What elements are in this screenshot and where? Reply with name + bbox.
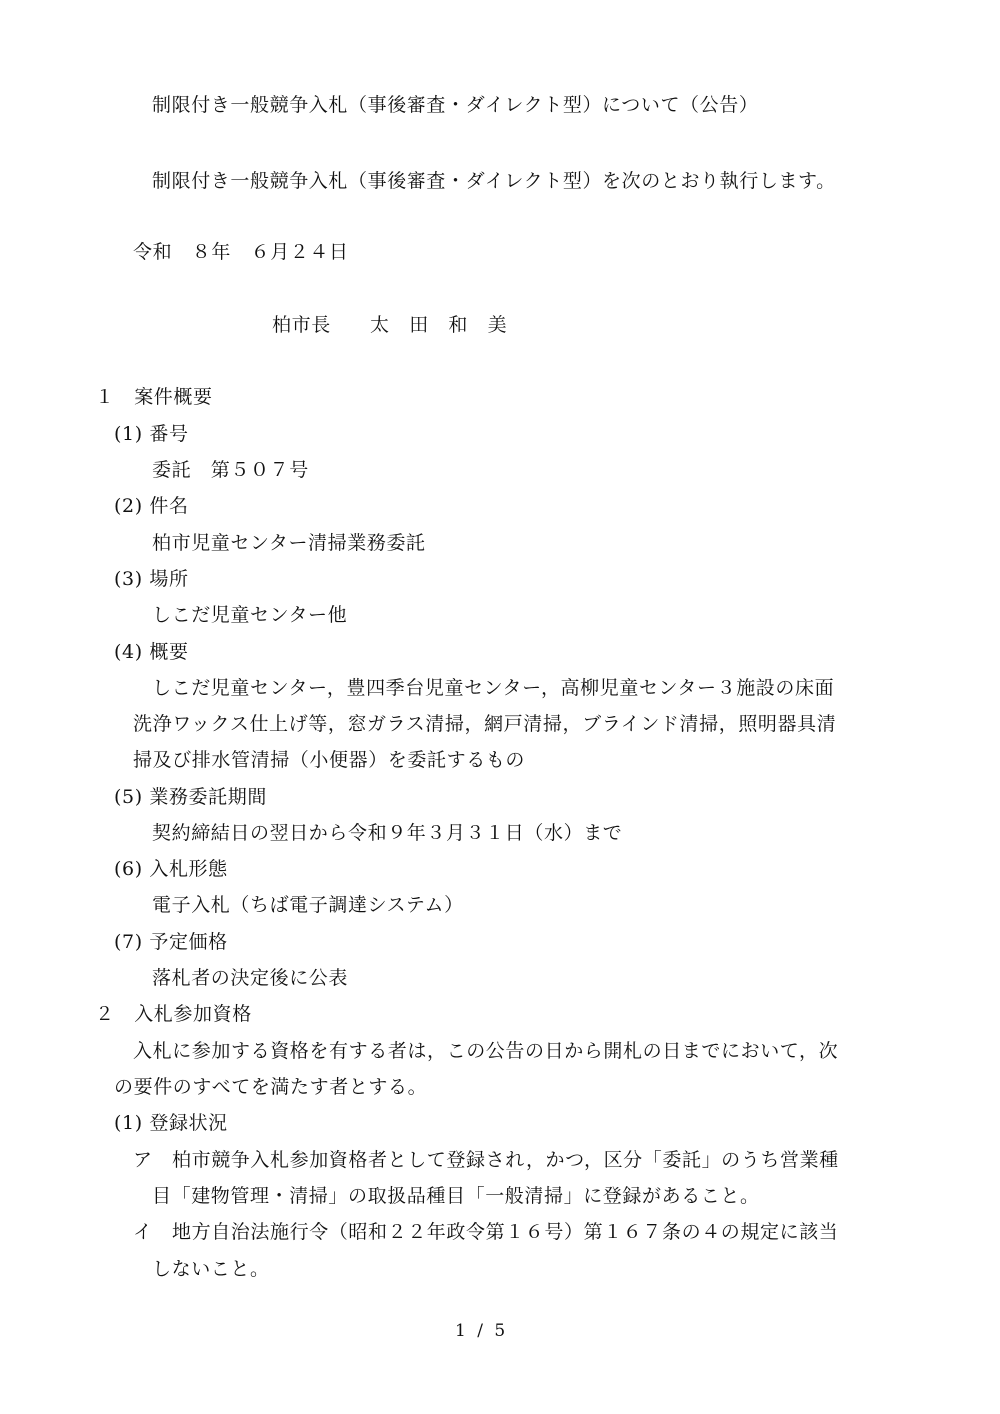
item-body-number: 委託 第５０７号 <box>152 459 309 481</box>
item-body-summary-3: 掃及び排水管清掃（小便器）を委託するもの <box>133 749 526 771</box>
item-body-bid-form: 電子入札（ちば電子調達システム） <box>152 894 464 916</box>
item-label-bid-form: (6) 入札形態 <box>114 858 228 880</box>
requirement-mark-a: ア <box>133 1149 153 1171</box>
requirement-text-i-2: しないこと。 <box>152 1258 270 1280</box>
section1-heading: １ 案件概要 <box>95 386 213 408</box>
requirement-mark-i: イ <box>133 1221 153 1243</box>
item-label-place: (3) 場所 <box>114 568 189 590</box>
requirement-text-a-1: 柏市競争入札参加資格者として登録され，かつ，区分「委託」のうち営業種 <box>172 1149 839 1171</box>
item-label-summary: (4) 概要 <box>114 641 189 663</box>
item-label-price: (7) 予定価格 <box>114 931 228 953</box>
notice-title: 制限付き一般競争入札（事後審査・ダイレクト型）について（公告） <box>152 94 759 116</box>
item-label-name: (2) 件名 <box>114 495 189 517</box>
section2-heading: ２ 入札参加資格 <box>95 1003 252 1025</box>
page-number: 1 / 5 <box>455 1321 509 1341</box>
item-label-period: (5) 業務委託期間 <box>114 786 267 808</box>
item-body-summary-2: 洗浄ワックス仕上げ等，窓ガラス清掃，網戸清掃，ブラインド清掃，照明器具清 <box>133 713 837 735</box>
section2-intro-2: の要件のすべてを満たす者とする。 <box>114 1076 428 1098</box>
section2-intro-1: 入札に参加する資格を有する者は，この公告の日から開札の日までにおいて，次 <box>133 1040 839 1062</box>
item-body-period: 契約締結日の翌日から令和９年３月３１日（水）まで <box>152 822 623 844</box>
subsection-label-registration: (1) 登録状況 <box>114 1112 228 1134</box>
item-body-name: 柏市児童センター清掃業務委託 <box>152 532 426 554</box>
requirement-text-a-2: 目「建物管理・清掃」の取扱品種目「一般清掃」に登録があること。 <box>152 1185 760 1207</box>
requirement-text-i-1: 地方自治法施行令（昭和２２年政令第１６号）第１６７条の４の規定に該当 <box>172 1221 839 1243</box>
item-body-price: 落札者の決定後に公表 <box>152 967 349 989</box>
item-body-place: しこだ児童センター他 <box>152 604 348 626</box>
notice-issuer: 柏市長 太 田 和 美 <box>272 314 508 336</box>
item-body-summary-1: しこだ児童センター，豊四季台児童センター，高柳児童センター３施設の床面 <box>152 677 835 699</box>
notice-date: 令和 ８年 ６月２４日 <box>133 241 349 263</box>
item-label-number: (1) 番号 <box>114 423 189 445</box>
notice-intro: 制限付き一般競争入札（事後審査・ダイレクト型）を次のとおり執行します。 <box>152 170 836 192</box>
